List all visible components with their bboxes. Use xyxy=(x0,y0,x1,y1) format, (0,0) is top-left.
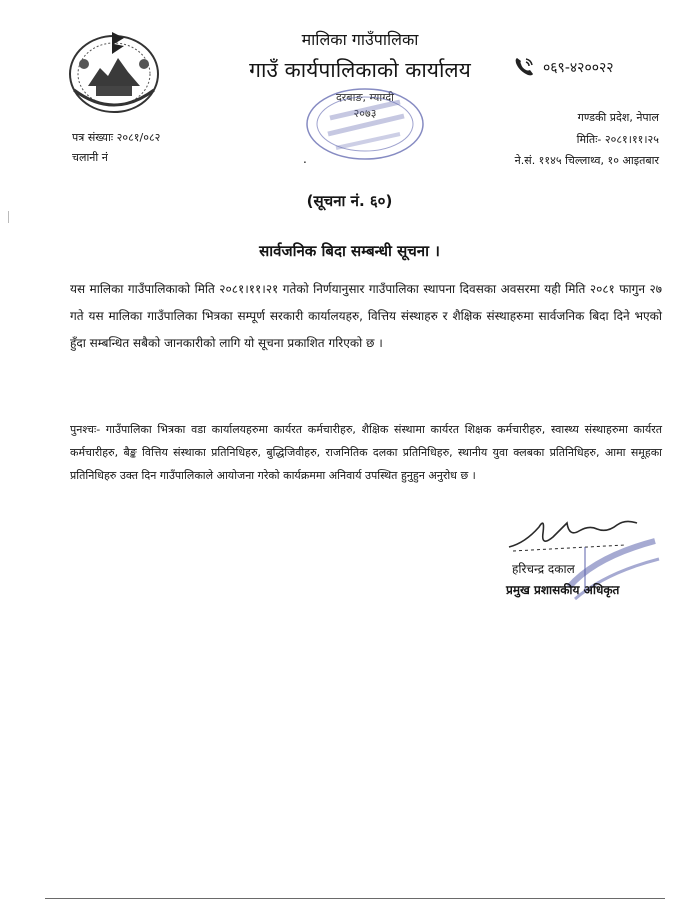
dispatch-number: चलानी नं xyxy=(72,151,108,164)
established-year: २०७३ xyxy=(353,107,377,120)
letter-reference: पत्र संख्याः २०८१/०८२ xyxy=(72,131,161,144)
office-stamp-icon xyxy=(300,84,430,164)
phone-number: ०६९-४२००२२ xyxy=(543,60,614,76)
signatory-title: प्रमुख प्रशासकीय अधिकृत xyxy=(506,583,620,597)
notice-subject: सार्वजनिक बिदा सम्बन्धी सूचना । xyxy=(259,242,440,260)
office-name: गाउँ कार्यपालिकाको कार्यालय xyxy=(249,58,471,82)
municipality-name: मालिका गाउँपालिका xyxy=(301,30,419,49)
dot-mark: . xyxy=(303,152,307,166)
signatory-name: हरिचन्द्र दकाल xyxy=(512,562,575,576)
province-name: गण्डकी प्रदेश, नेपाल xyxy=(577,111,659,124)
footer-divider xyxy=(45,898,665,899)
nepal-emblem-icon xyxy=(66,24,162,116)
notice-postscript: पुनश्चः- गाउँपालिका भित्रका वडा कार्यालयहरुमा कार्यरत कर्मचारीहरु, शैक्षिक संस्थामा कार्यरत शिक्षक कर्मचारीहरु, स्वास्थ्य संस्थाहरुमा कार्यरत कर्मचारीहरु, बैङ्क वित्तिय संस्थाका प्रतिनिधिहरु, बुद्धिजिवीहरु, राजनितिक दलका प्रतिनिधिहरु, स्थानीय युवा क्लबका प्रतिनिधिहरु, आमा समूहका प्रतिनिधिहरु उक्त दिन गाउँपालिकाले आयोजना गरेको कार्यक्रममा अनिवार्य उपस्थित हुनुहुन अनुरोध छ । xyxy=(70,423,662,482)
letter-date: मितिः- २०८१।११।२५ xyxy=(576,133,659,146)
scan-mark xyxy=(8,211,9,223)
office-location: दरबाङ, म्याग्दी xyxy=(335,91,395,104)
notice-number: (सूचना नं. ६०) xyxy=(306,192,393,210)
nepal-sambat-date: ने.सं. ११४५ चिल्लाथ्व, १० आइतबार xyxy=(514,154,659,167)
phone-icon xyxy=(513,56,535,78)
notice-body: यस मालिका गाउँपालिकाको मिति २०८१।११।२१ गतेको निर्णयानुसार गाउँपालिका स्थापना दिवसका अवसरमा यही मिति २०८१ फागुन २७ गते यस मालिका गाउँपालिका भित्रका सम्पूर्ण सरकारी कार्यालयहरु, वित्तिय संस्थाहरु र शैक्षिक संस्थाहरुमा सार्वजनिक बिदा दिने भएको हुँदा सम्बन्धित सबैको जानकारीको लागि यो सूचना प्रकाशित गरिएको छ । xyxy=(70,282,662,350)
